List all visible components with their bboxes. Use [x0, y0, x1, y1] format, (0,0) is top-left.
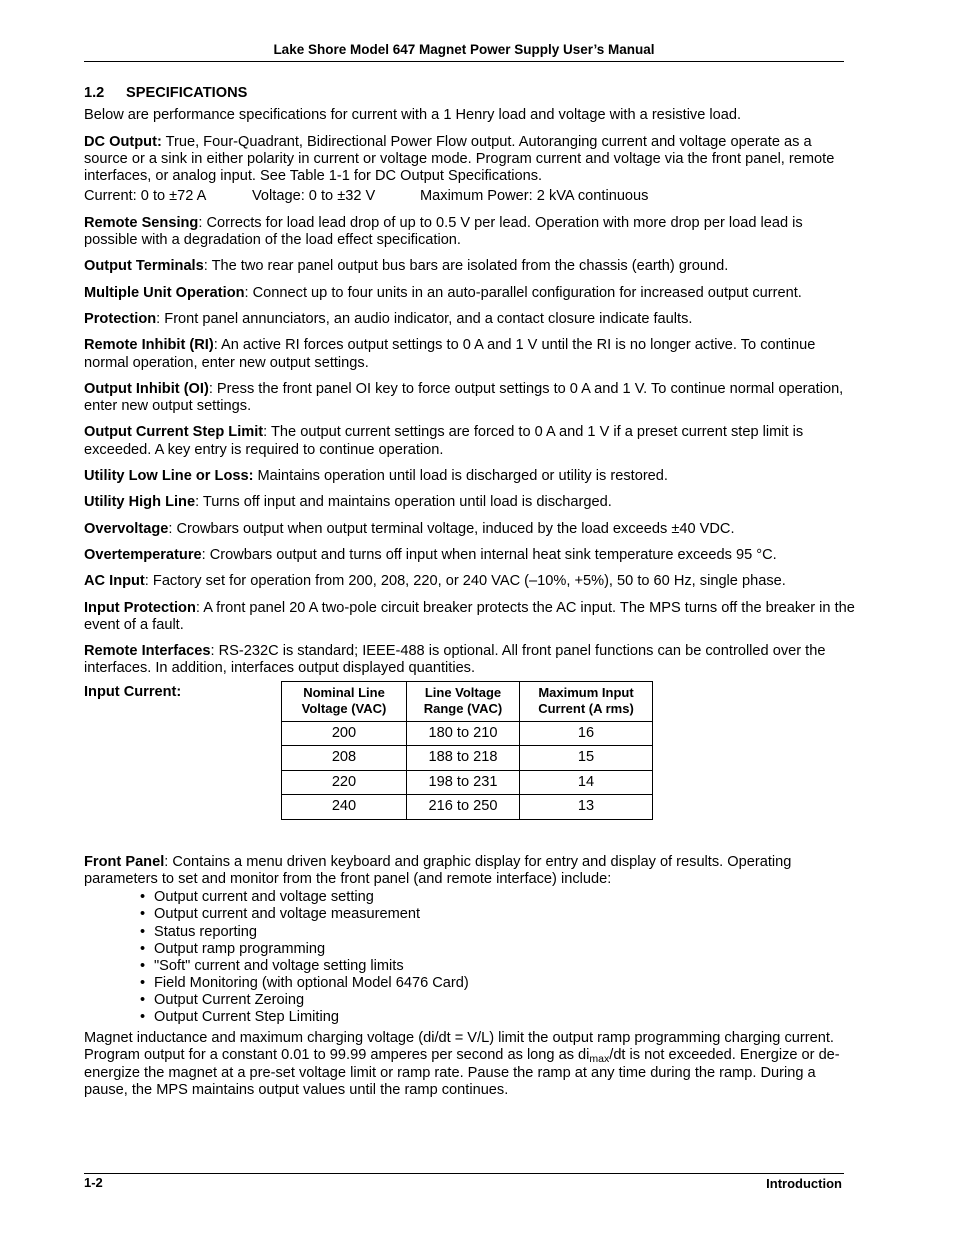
list-item: • Field Monitoring (with optional Model 6476 Card) [140, 975, 856, 992]
spec-text: : Press the front panel OI key to force output settings to 0 A and 1 V. To continue normal operation, enter new output settings. [84, 380, 844, 415]
ramp-text-b: /dt is not exceeded. Energize or de-energize the magnet at a pre-set voltage limit or ramp rate. Pause the ramp at any time during the ramp. During a pause, the MPS maintains output values until the ramp continues. [84, 1047, 840, 1098]
spec-paragraph [84, 381, 856, 416]
spec-paragraph [84, 468, 856, 485]
list-item: • Output current and voltage measurement [140, 906, 856, 923]
running-header: Lake Shore Model 647 Magnet Power Supply User’s Manual [273, 42, 655, 57]
spec-label: Utility High Line [84, 494, 196, 511]
spec-paragraph [84, 573, 856, 590]
spec-text: : Contains a menu driven keyboard and graphic display for entry and display of results. Operating parameters to set and monitor from the front panel (and remote interface) include: [84, 853, 792, 888]
spec-list [84, 215, 856, 678]
table-cell: 200 [282, 721, 407, 746]
list-item: • "Soft" current and voltage setting limits [140, 958, 856, 975]
table-cell: 216 to 250 [407, 795, 520, 820]
spec-paragraph [84, 311, 856, 328]
spec-text: : RS-232C is standard; IEEE-488 is optional. All front panel functions can be controlled over the interfaces. In addition, interfaces output displayed quantities. [84, 643, 826, 677]
spec-label: Overtemperature [84, 546, 202, 563]
spec-text: Maintains operation until load is discharged or utility is restored. [253, 468, 668, 485]
table-cell: 188 to 218 [407, 746, 520, 771]
input-current-table [281, 681, 653, 820]
spec-paragraph [84, 643, 856, 678]
spec-text: : The output current settings are forced to 0 A and 1 V if a preset current step limit is exceeded. A key entry is required to continue operation. [84, 424, 804, 458]
spec-text: : Connect up to four units in an auto-parallel configuration for increased output current. [244, 284, 802, 301]
page-number: 1-2 [84, 1175, 103, 1190]
table-row [282, 770, 653, 795]
spec-label: Output Inhibit (OI) [84, 380, 209, 397]
table-cell: 220 [282, 770, 407, 795]
spec-paragraph [84, 424, 856, 459]
spec-paragraph [84, 547, 856, 564]
dc-voltage-value: Voltage: 0 to ±32 V [252, 188, 376, 205]
list-item: • Output current and voltage setting [140, 889, 856, 906]
table-cell: 16 [520, 721, 653, 746]
table-cell: 13 [520, 795, 653, 820]
spec-paragraph [84, 258, 856, 275]
table-cell: 240 [282, 795, 407, 820]
input-current-block [84, 684, 856, 834]
spec-paragraph [84, 215, 856, 250]
table-cell: 180 to 210 [407, 721, 520, 746]
spec-paragraph [84, 494, 856, 511]
spec-text: : Corrects for load lead drop of up to 0.5 V per lead. Operation with more drop per load lead is possible with a degradation of the load effect specification. [84, 214, 803, 249]
spec-paragraph [84, 600, 856, 635]
dc-output-values [84, 188, 856, 205]
spec-text: : A front panel 20 A two-pole circuit breaker protects the AC input. The MPS turns off the breaker in the event of a fault. [84, 599, 855, 633]
intro-paragraph: Below are performance specifications for current with a 1 Henry load and voltage with a resistive load. [84, 107, 742, 124]
table-cell: 15 [520, 746, 653, 771]
footer-rule [84, 1173, 844, 1174]
list-item: • Status reporting [140, 924, 856, 941]
spec-label: AC Input [84, 573, 145, 590]
spec-label: Remote Inhibit (RI) [84, 337, 214, 354]
spec-label: Front Panel [84, 853, 165, 870]
spec-label: Protection [84, 310, 157, 327]
table-cell: 198 to 231 [407, 770, 520, 795]
table-cell: 14 [520, 770, 653, 795]
header-rule [84, 61, 844, 62]
front-panel-list [140, 889, 856, 1026]
table-row [282, 795, 653, 820]
dc-output-paragraph [84, 134, 856, 186]
footer-section: Introduction [766, 1176, 842, 1191]
spec-paragraph [84, 285, 856, 302]
spec-text: True, Four-Quadrant, Bidirectional Power Flow output. Autoranging current and voltage operate as a source or a sink in either polarity in current or voltage mode. Program current and voltage via the front panel, remote interfaces, or analog input. See Table 1-1 for DC Output Specifications. [84, 133, 835, 185]
front-panel-paragraph [84, 854, 856, 889]
spec-text: : Crowbars output and turns off input when internal heat sink temperature exceeds 95 °C. [201, 546, 777, 563]
section-number: 1.2 [84, 85, 105, 101]
table-header-cell: Nominal Line Voltage (VAC) [282, 681, 407, 721]
spec-label: Remote Sensing [84, 214, 199, 231]
table-row [282, 721, 653, 746]
spec-label: Output Current Step Limit [84, 424, 264, 441]
section-heading [84, 85, 856, 102]
ramp-paragraph [84, 1030, 856, 1099]
spec-paragraph [84, 337, 856, 372]
spec-text: : Crowbars output when output terminal voltage, induced by the load exceeds ±40 VDC. [168, 520, 735, 537]
dc-power-value: Maximum Power: 2 kVA continuous [420, 188, 649, 205]
list-item: • Output Current Zeroing [140, 992, 856, 1009]
spec-label: DC Output: [84, 133, 162, 150]
list-item: • Output Current Step Limiting [140, 1009, 856, 1026]
spec-label: Utility Low Line or Loss: [84, 468, 254, 485]
spec-label: Input Protection [84, 599, 196, 616]
table-header-cell: Line Voltage Range (VAC) [407, 681, 520, 721]
table-header-cell: Maximum Input Current (A rms) [520, 681, 653, 721]
spec-text: : Turns off input and maintains operation until load is discharged. [195, 494, 612, 511]
spec-label: Output Terminals [84, 258, 204, 275]
spec-label: Overvoltage [84, 520, 169, 537]
spec-text: : The two rear panel output bus bars are isolated from the chassis (earth) ground. [203, 258, 729, 275]
input-current-label: Input Current: [84, 683, 182, 700]
section-title: SPECIFICATIONS [126, 85, 248, 101]
ramp-text-a: Magnet inductance and maximum charging voltage (di/dt = V/L) limit the output ramp programming charging current. Program output for a constant 0.01 to 99.99 amperes per second as long as di [84, 1030, 834, 1064]
table-row [282, 746, 653, 771]
list-item: • Output ramp programming [140, 941, 856, 958]
table-cell: 208 [282, 746, 407, 771]
spec-label: Multiple Unit Operation [84, 284, 245, 301]
ramp-subscript: max [589, 1053, 610, 1066]
spec-text: : Front panel annunciators, an audio indicator, and a contact closure indicate faults. [156, 310, 693, 327]
page-content [84, 84, 856, 1108]
spec-text: : An active RI forces output settings to 0 A and 1 V until the RI is no longer active. To continue normal operation, enter new output settings. [84, 337, 816, 371]
table-header-row [282, 681, 653, 721]
spec-paragraph [84, 521, 856, 538]
dc-current-value: Current: 0 to ±72 A [84, 188, 207, 205]
spec-label: Remote Interfaces [84, 643, 211, 660]
spec-text: : Factory set for operation from 200, 208, 220, or 240 VAC (–10%, +5%), 50 to 60 Hz, single phase. [144, 573, 786, 590]
